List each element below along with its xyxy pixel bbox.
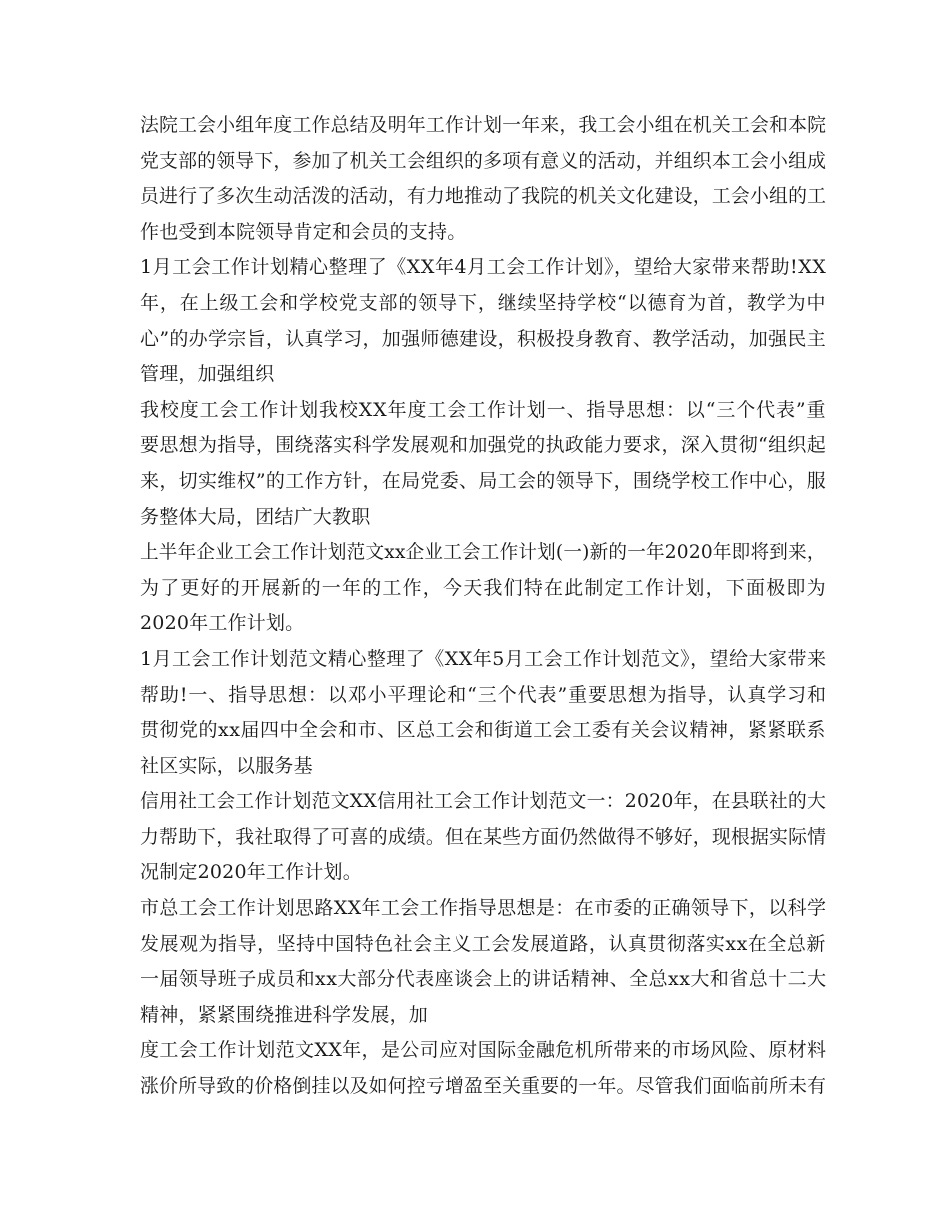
text-line: 员进行了多次生动活泼的活动，有力地推动了我院的机关文化建设，工会小组的工	[140, 185, 827, 208]
text-line: 度工会工作计划范文XX年，是公司应对国际金融危机所带来的市场风险、原材料	[140, 1039, 827, 1062]
text-line: 心”的办学宗旨，认真学习，加强师德建设，积极投身教育、教学活动，加强民主	[140, 327, 827, 350]
text-line: 法院工会小组年度工作总结及明年工作计划一年来，我工会小组在机关工会和本院	[140, 114, 827, 136]
text-line: 涨价所导致的价格倒挂以及如何控亏增盈至关重要的一年。尽管我们面临前所未有	[140, 1075, 827, 1098]
text-line: 年，在上级工会和学校党支部的领导下，继续坚持学校“以德育为首，教学为中	[140, 291, 827, 314]
text-line: 2020年工作计划。	[140, 612, 305, 635]
paragraph	[140, 1033, 826, 1104]
paragraph	[140, 642, 826, 784]
text-line: 1月工会工作计划范文精心整理了《XX年5月工会工作计划范文》，望给大家带来	[140, 647, 827, 670]
text-line: 务整体大局，团结广大教职	[140, 505, 371, 528]
paragraph	[140, 108, 826, 250]
document-body	[140, 108, 826, 1105]
text-line: 管理，加强组织	[140, 363, 275, 386]
text-line: 党支部的领导下，参加了机关工会组织的多项有意义的活动，并组织本工会小组成	[140, 149, 827, 172]
paragraph	[140, 250, 826, 392]
text-line: 1月工会工作计划精心整理了《XX年4月工会工作计划》，望给大家带来帮助!XX	[140, 256, 827, 279]
text-line: 市总工会工作计划思路XX年工会工作指导思想是：在市委的正确领导下，以科学	[140, 897, 827, 920]
text-line: 精神，紧紧围绕推进科学发展，加	[140, 1003, 429, 1026]
paragraph	[140, 535, 826, 642]
text-line: 社区实际，以服务基	[140, 754, 313, 777]
text-line: 为了更好的开展新的一年的工作，今天我们特在此制定工作计划，下面极即为	[140, 576, 827, 599]
text-line: 信用社工会工作计划范文XX信用社工会工作计划范文一：2020年，在县联社的大	[140, 790, 827, 813]
text-line: 贯彻党的xx届四中全会和市、区总工会和街道工会工委有关会议精神，紧紧联系	[140, 719, 826, 742]
text-line: 来，切实维权”的工作方针，在局党委、局工会的领导下，围绕学校工作中心，服	[140, 469, 827, 492]
paragraph	[140, 784, 826, 891]
text-line: 况制定2020年工作计划。	[140, 861, 362, 884]
text-line: 要思想为指导，围绕落实科学发展观和加强党的执政能力要求，深入贯彻“组织起	[140, 434, 827, 457]
text-line: 发展观为指导，坚持中国特色社会主义工会发展道路，认真贯彻落实xx在全总新	[140, 932, 826, 955]
text-line: 作也受到本院领导肯定和会员的支持。	[140, 220, 467, 243]
text-line: 上半年企业工会工作计划范文xx企业工会工作计划(一)新的一年2020年即将到来，	[140, 541, 826, 564]
text-line: 力帮助下，我社取得了可喜的成绩。但在某些方面仍然做得不够好，现根据实际情	[140, 825, 827, 848]
paragraph	[140, 891, 826, 1033]
text-line: 我校度工会工作计划我校XX年度工会工作计划一、指导思想：以“三个代表”重	[140, 398, 827, 421]
paragraph	[140, 393, 826, 535]
text-line: 帮助!一、指导思想：以邓小平理论和“三个代表”重要思想为指导，认真学习和	[140, 683, 827, 706]
text-line: 一届领导班子成员和xx大部分代表座谈会上的讲话精神、全总xx大和省总十二大	[140, 968, 827, 991]
